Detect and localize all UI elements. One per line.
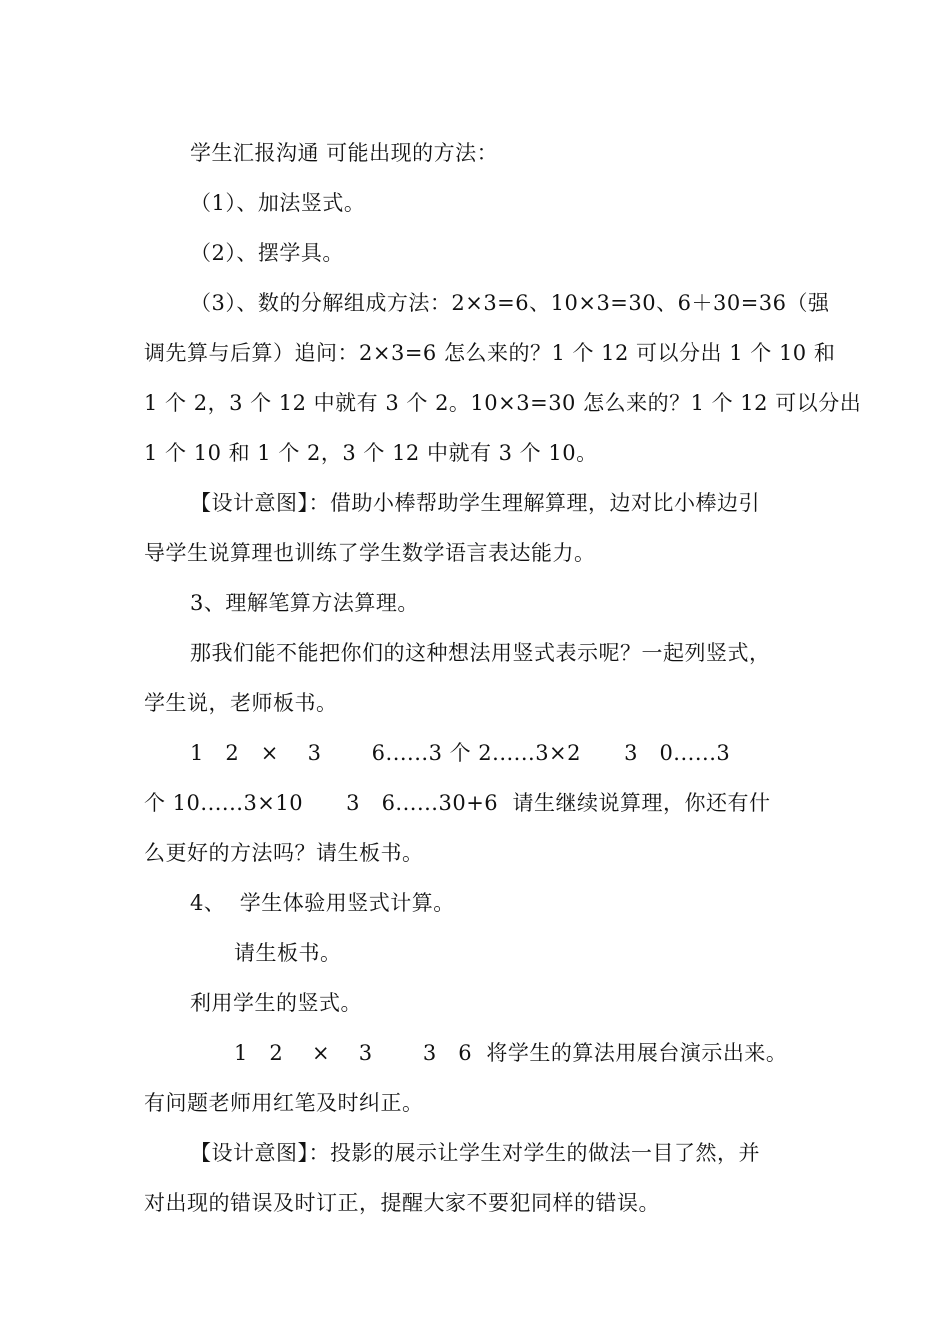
text-line-content: （3）、数的分解组成方法：2×3=6、10×3=30、6＋30=36（强: [190, 291, 830, 315]
text-line-content: 有问题老师用红笔及时纠正。: [144, 1091, 424, 1115]
text-line-content: 么更好的方法吗？请生板书。: [144, 841, 424, 865]
text-line-content: 学生汇报沟通 可能出现的方法：: [190, 141, 499, 165]
text-line-content: 那我们能不能把你们的这种想法用竖式表示呢？一起列竖式，: [190, 641, 771, 665]
text-line: [0, 878, 950, 928]
text-line: [0, 928, 950, 978]
text-line-content: 学生说，老师板书。: [144, 691, 338, 715]
text-line-content: 4、 学生体验用竖式计算。: [190, 891, 455, 915]
text-line: [0, 278, 950, 328]
text-line-content: 【设计意图】：投影的展示让学生对学生的做法一目了然，并: [190, 1141, 760, 1165]
text-line: [0, 578, 950, 628]
text-line-content: 1 2 × 3 6......3 个 2......3×2 3 0......3: [190, 741, 731, 765]
text-line-content: 3、理解笔算方法算理。: [190, 591, 419, 615]
text-line: [0, 228, 950, 278]
text-line-content: 导学生说算理也训练了学生数学语言表达能力。: [144, 541, 596, 565]
text-line-content: 【设计意图】：借助小棒帮助学生理解算理，边对比小棒边引: [190, 491, 760, 515]
text-line: [0, 1028, 950, 1078]
text-line-content: 请生板书。: [234, 941, 342, 965]
text-line: [0, 478, 950, 528]
text-line: [0, 728, 950, 778]
text-line-content: 1 个 10 和 1 个 2，3 个 12 中就有 3 个 10。: [144, 441, 598, 465]
text-line: [0, 378, 950, 428]
text-line-content: 调先算与后算）追问：2×3=6 怎么来的？1 个 12 可以分出 1 个 10 和: [144, 341, 836, 365]
text-line: [0, 678, 950, 728]
text-line: [0, 1178, 950, 1228]
text-line: [0, 328, 950, 378]
text-line-content: 对出现的错误及时订正，提醒大家不要犯同样的错误。: [144, 1191, 660, 1215]
text-line-content: 1 2 × 3 3 6 将学生的算法用展台演示出来。: [234, 1041, 788, 1065]
text-line: [0, 1128, 950, 1178]
text-line-content: 1 个 2，3 个 12 中就有 3 个 2。10×3=30 怎么来的？1 个 12 可以分出: [144, 391, 862, 415]
text-line: [0, 1078, 950, 1128]
text-line: [0, 778, 950, 828]
text-line-content: （1）、加法竖式。: [190, 191, 366, 215]
text-line: [0, 178, 950, 228]
text-line: [0, 828, 950, 878]
text-line-content: （2）、摆学具。: [190, 241, 344, 265]
text-line: [0, 978, 950, 1028]
text-line-content: 利用学生的竖式。: [190, 991, 362, 1015]
text-line: [0, 428, 950, 478]
text-line-content: 个 10......3×10 3 6......30+6 请生继续说算理，你还有什: [144, 791, 771, 815]
text-line: [0, 628, 950, 678]
text-line: [0, 128, 950, 178]
text-line: [0, 528, 950, 578]
